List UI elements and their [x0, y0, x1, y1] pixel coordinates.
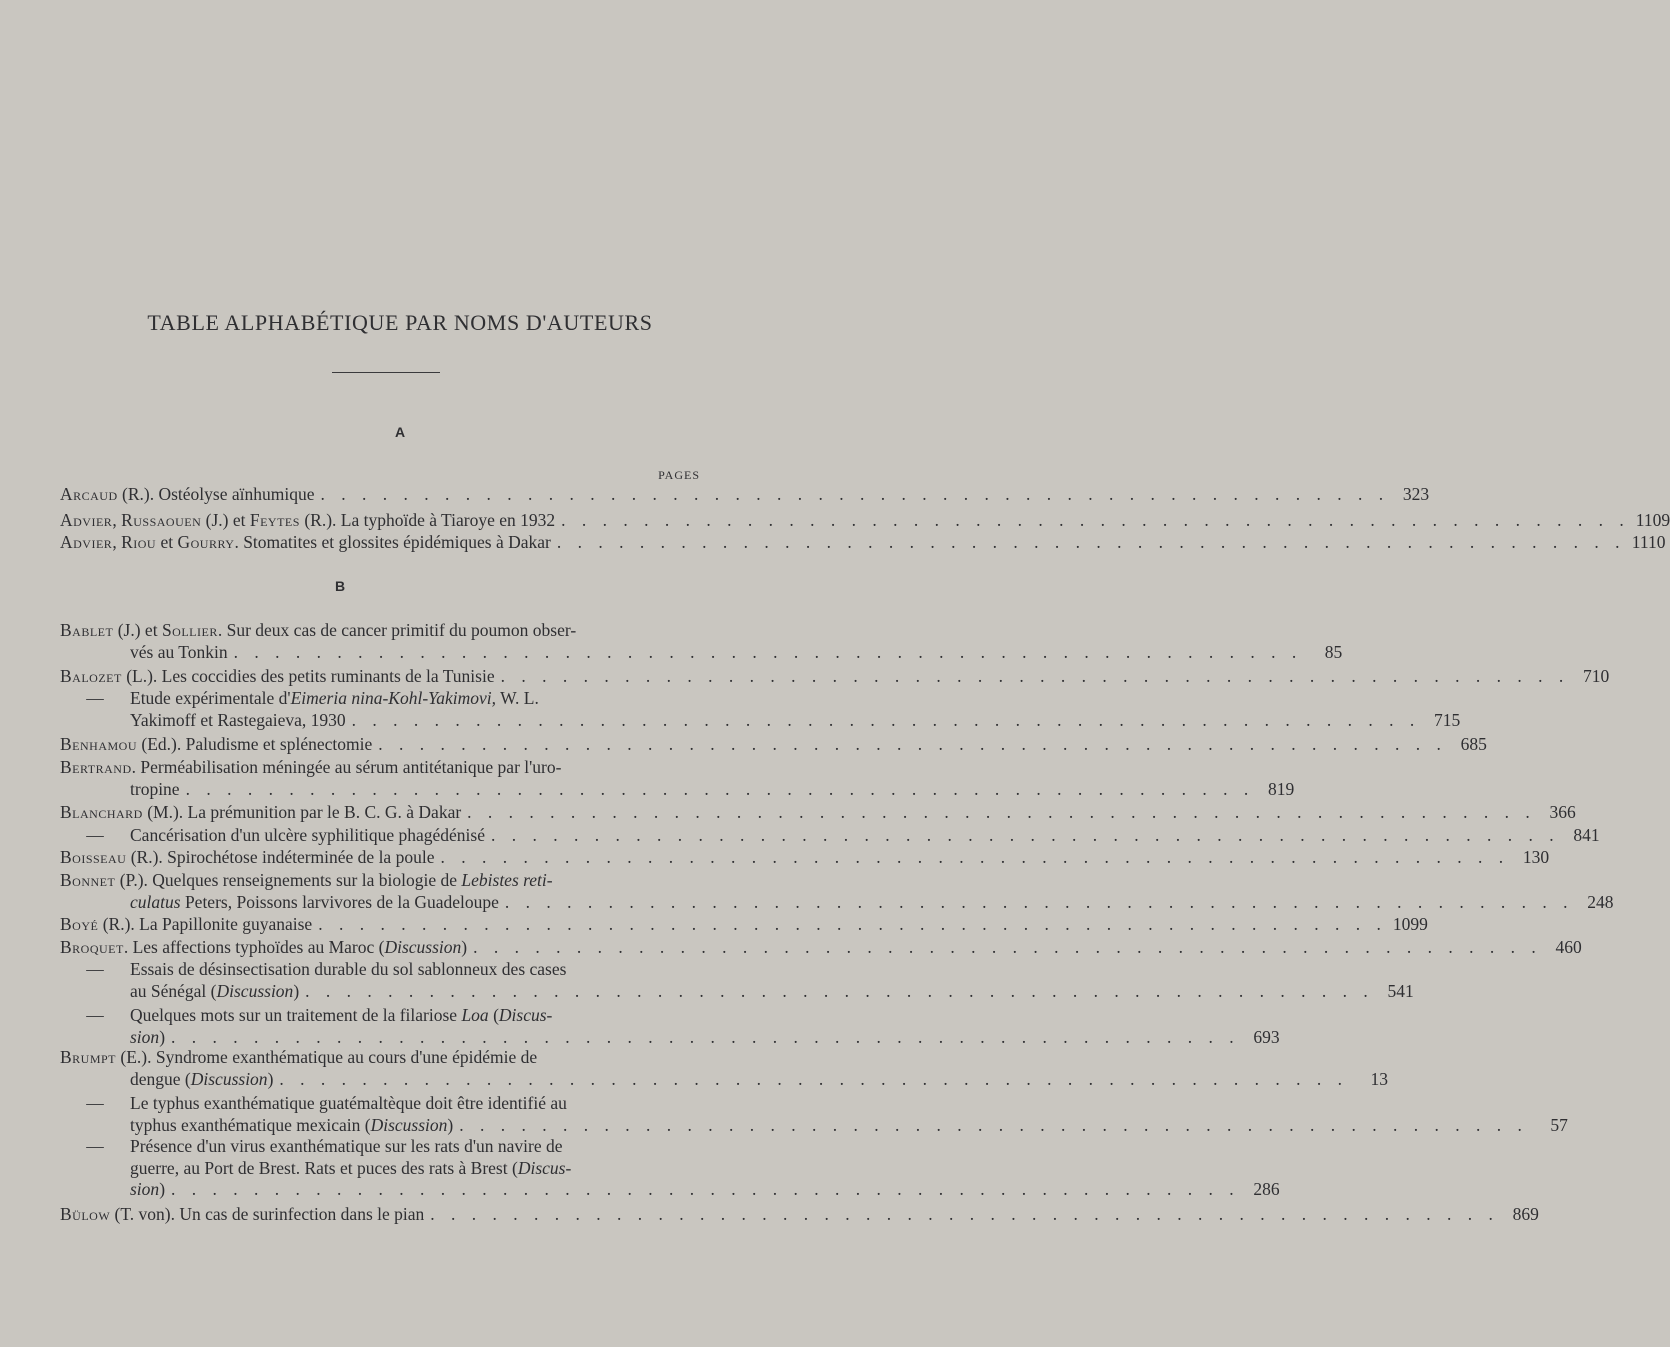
entry-title: (L.). Les coccidies des petits ruminants de la Tunisie — [121, 666, 495, 686]
index-entry — [60, 484, 1430, 506]
page-number: 57 — [1550, 1114, 1568, 1135]
entry-title: (P.). Quelques renseignements sur la biologie de — [115, 870, 462, 890]
author-name: Broquet — [60, 937, 124, 957]
page-number: 869 — [1512, 1204, 1539, 1224]
entry-title: (Ed.). Paludisme et splénectomie — [137, 734, 373, 754]
leader-dots: . . . . . . . . . . . . . . . . . . . . . . . . . . . . . . . . . . . . . . . . . . . . . . . . . . . . — [378, 734, 1447, 754]
ditto-dash: — — [86, 1005, 104, 1025]
author-name: Arcaud — [60, 484, 118, 504]
index-entry — [60, 847, 1550, 869]
entry-title: . Les affections typhoïdes au Maroc ( — [123, 937, 385, 957]
leader-dots: . . . . . . . . . . . . . . . . . . . . . . . . . . . . . . . . . . . . . . . . . . . . . . . . . . . . — [467, 802, 1536, 822]
leader-dots: . . . . . . . . . . . . . . . . . . . . . . . . . . . . . . . . . . . . . . . . . . . . . . . . . . . . — [430, 1204, 1499, 1224]
index-entry: Brumpt (E.). Syndrome exanthématique au cours d'une épidémie de dengue (Discussion) . . . . . . . . . . . . . . . . . . . . . . . . . . . . . . . . . . . . . . . . . . . . . . . . . . . . 13 — [60, 1047, 1389, 1089]
index-entry — [60, 757, 1295, 800]
leader-dots: . . . . . . . . . . . . . . . . . . . . . . . . . . . . . . . . . . . . . . . . . . . . . . . . . . . . — [561, 510, 1630, 530]
page-number: 710 — [1582, 666, 1610, 686]
index-entry — [60, 734, 1487, 756]
ditto-dash: — — [86, 959, 104, 979]
species-name: culatus — [130, 891, 181, 912]
page-number: 85 — [1324, 641, 1343, 662]
author-name: Advier — [60, 532, 113, 552]
page-number: 541 — [1387, 980, 1414, 1001]
leader-dots: . . . . . . . . . . . . . . . . . . . . . . . . . . . . . . . . . . . . . . . . . . . . . . . . . . . . — [556, 532, 1626, 552]
index-entry: — Quelques mots sur un traitement de la filariose Loa (Discus- sion) . . . . . . . . . . . . . . . . . . . . . . . . . . . . . . . . . . . . . . . . . . . . . . . . . . . . 693 — [60, 1005, 700, 1048]
ditto-dash: — — [86, 1136, 104, 1156]
leader-dots: . . . . . . . . . . . . . . . . . . . . . . . . . . . . . . . . . . . . . . . . . . . . . . . . . . . . — [185, 778, 1255, 799]
leader-dots: . . . . . . . . . . . . . . . . . . . . . . . . . . . . . . . . . . . . . . . . . . . . . . . . . . . . — [440, 847, 1510, 867]
index-entry: Advier, Russaouen (J.) et Feytes (R.). La typhoïde à Tiaroye en 1932 . . . . . . . . . . . . . . . . . . . . . . . . . . . . . . . . . . . . . . . . . . . . . . . . . . . . 1109 — [60, 510, 1670, 530]
author-name: Advier — [60, 510, 113, 530]
entry-title: . Stomatites et glossites épidémiques à Dakar — [234, 532, 551, 552]
entry-title: (M.). La prémunition par le B. C. G. à Dakar — [142, 802, 462, 822]
ditto-dash: — — [86, 1093, 104, 1113]
entry-title: (T. von). Un cas de surinfection dans le pian — [110, 1204, 425, 1224]
entry-title: . Sur deux cas de cancer primitif du poumon obser- — [217, 620, 577, 640]
page-number: 323 — [1402, 484, 1430, 504]
entry-title: (R.). La Papillonite guyanaise — [98, 914, 313, 934]
leader-dots: . . . . . . . . . . . . . . . . . . . . . . . . . . . . . . . . . . . . . . . . . . . . . . . . . . . . — [279, 1068, 1349, 1089]
page-number: 248 — [1587, 891, 1614, 912]
section-heading-b: B — [334, 578, 346, 594]
entry-title: Présence d'un virus exanthématique sur les rats d'un navire de — [130, 1136, 563, 1156]
leader-dots: . . . . . . . . . . . . . . . . . . . . . . . . . . . . . . . . . . . . . . . . . . . . . . . . . . . . — [473, 937, 1542, 957]
ditto-dash: — — [86, 688, 104, 708]
leader-dots: . . . . . . . . . . . . . . . . . . . . . . . . . . . . . . . . . . . . . . . . . . . . . . . . . . . . — [318, 914, 1387, 934]
author-name: Bablet — [60, 620, 114, 640]
index-entry: — Présence d'un virus exanthématique sur les rats d'un navire de guerre, au Port de Brest. Rats et puces des rats à Brest (Discus- sion) . . . . . . . . . . . . . . . . . . . . . . . . . . . . . . . . . . . . . . . . . . . . . . . . . . . . 286 — [60, 1136, 700, 1201]
author-name: Gourry — [177, 532, 235, 552]
species-name: Eimeria nina-Kohl-Yakimovi, — [290, 688, 497, 708]
page-number: 1110 — [1631, 532, 1666, 552]
index-entry: Bablet (J.) et Sollier. Sur deux cas de cancer primitif du poumon obser- vés au Tonkin . . . . . . . . . . . . . . . . . . . . . . . . . . . . . . . . . . . . . . . . . . . . . . . . . . . . 85 — [60, 620, 1343, 662]
page-number: 1109 — [1635, 510, 1670, 530]
leader-dots: . . . . . . . . . . . . . . . . . . . . . . . . . . . . . . . . . . . . . . . . . . . . . . . . . . . . — [504, 891, 1574, 912]
index-entry — [60, 870, 1614, 913]
page-number: 819 — [1267, 778, 1295, 799]
leader-dots: . . . . . . . . . . . . . . . . . . . . . . . . . . . . . . . . . . . . . . . . . . . . . . . . . . . . — [500, 666, 1570, 686]
leader-dots: . . . . . . . . . . . . . . . . . . . . . . . . . . . . . . . . . . . . . . . . . . . . . . . . . . . . — [491, 825, 1560, 845]
index-entry — [60, 666, 1610, 688]
page-number: 693 — [1253, 1026, 1280, 1047]
leader-dots: . . . . . . . . . . . . . . . . . . . . . . . . . . . . . . . . . . . . . . . . . . . . . . . . . . . . — [351, 709, 1421, 730]
entry-title: Le typhus exanthématique guatémaltèque doit être identifié au — [130, 1093, 567, 1113]
author-name: Bülow — [60, 1204, 111, 1224]
ditto-dash: — — [86, 825, 104, 845]
author-name: Sollier — [161, 620, 218, 640]
page-number: 460 — [1555, 937, 1582, 957]
leader-dots: . . . . . . . . . . . . . . . . . . . . . . . . . . . . . . . . . . . . . . . . . . . . . . . . . . . . — [320, 484, 1390, 504]
page-number: 1099 — [1392, 914, 1428, 934]
index-entry: — Le typhus exanthématique guatémaltèque doit être identifié au typhus exanthématique mexicain (Discussion) . . . . . . . . . . . . . . . . . . . . . . . . . . . . . . . . . . . . . . . . . . . . . . . . . . . . 57 — [60, 1093, 700, 1136]
author-name: Benhamou — [60, 734, 138, 754]
entry-title-continued: Peters, Poissons larvivores de la Guadeloupe — [180, 891, 499, 912]
page-number: 715 — [1434, 709, 1461, 730]
author-name: Feytes — [249, 510, 300, 530]
author-name: Brumpt — [60, 1047, 117, 1067]
leader-dots: . . . . . . . . . . . . . . . . . . . . . . . . . . . . . . . . . . . . . . . . . . . . . . . . . . . . — [305, 980, 1374, 1001]
index-entry: Broquet. Les affections typhoïdes au Maroc (Discussion) . . . . . . . . . . . . . . . . . . . . . . . . . . . . . . . . . . . . . . . . . . . . . . . . . . . . 460 — [60, 937, 1582, 957]
entry-title: (R.). La typhoïde à Tiaroye en 1932 — [299, 510, 556, 530]
title-rule — [332, 372, 440, 373]
entry-title-continued: Yakimoff et Rastegaieva, 1930 — [130, 709, 346, 730]
author-name: Boisseau — [60, 847, 127, 867]
entry-title: (E.). Syndrome exanthématique au cours d'une épidémie de — [116, 1047, 538, 1067]
page-number: 685 — [1460, 734, 1487, 754]
leader-dots: . . . . . . . . . . . . . . . . . . . . . . . . . . . . . . . . . . . . . . . . . . . . . . . . . . . . — [171, 1026, 1240, 1047]
entry-title: (R.). Spirochétose indéterminée de la poule — [126, 847, 435, 867]
author-name: Russaouen — [121, 510, 202, 530]
author-name: Riou — [121, 532, 157, 552]
index-entry: — Essais de désinsectisation durable du sol sablonneux des cases au Sénégal (Discussion) . . . . . . . . . . . . . . . . . . . . . . . . . . . . . . . . . . . . . . . . . . . . . . . . . . . . 541 — [60, 959, 700, 1002]
section-heading-a: A — [394, 424, 406, 440]
entry-title: Essais de désinsectisation durable du sol sablonneux des cases — [130, 959, 567, 979]
entry-title: Cancérisation d'un ulcère syphilitique phagédénisé — [130, 825, 485, 845]
index-entry — [60, 825, 1600, 847]
species-name: Loa — [461, 1005, 489, 1025]
index-entry — [60, 914, 1428, 936]
leader-dots: . . . . . . . . . . . . . . . . . . . . . . . . . . . . . . . . . . . . . . . . . . . . . . . . . . . . — [171, 1179, 1240, 1199]
page-title: TABLE ALPHABÉTIQUE PAR NOMS D'AUTEURS — [147, 310, 653, 335]
entry-title: (R.). Ostéolyse aïnhumique — [117, 484, 315, 504]
author-name: Bertrand — [60, 757, 132, 777]
index-entry: Advier, Riou et Gourry. Stomatites et glossites épidémiques à Dakar . . . . . . . . . . . . . . . . . . . . . . . . . . . . . . . . . . . . . . . . . . . . . . . . . . . . 1110 — [60, 532, 1666, 552]
species-name: Lebistes reti- — [461, 870, 553, 890]
page-number: 366 — [1549, 802, 1576, 822]
author-name: Blanchard — [60, 802, 143, 822]
author-name: Boyé — [60, 914, 99, 934]
entry-title-continued: vés au Tonkin — [130, 641, 228, 662]
page-number: 841 — [1573, 825, 1600, 845]
entry-title: . Perméabilisation méningée au sérum antitétanique par l'uro- — [131, 757, 562, 777]
author-name: Bonnet — [60, 870, 116, 890]
leader-dots: . . . . . . . . . . . . . . . . . . . . . . . . . . . . . . . . . . . . . . . . . . . . . . . . . . . . — [459, 1114, 1528, 1135]
leader-dots: . . . . . . . . . . . . . . . . . . . . . . . . . . . . . . . . . . . . . . . . . . . . . . . . . . . . — [233, 641, 1303, 662]
page-number: 130 — [1522, 847, 1550, 867]
author-name: Balozet — [60, 666, 122, 686]
entry-title-continued: tropine — [130, 778, 180, 799]
index-entry — [60, 802, 1576, 824]
index-entry — [60, 1204, 1539, 1226]
page-number: 286 — [1253, 1179, 1280, 1199]
pages-column-header: PAGES — [658, 468, 700, 482]
index-entry: — Etude expérimentale d'Eimeria nina-Kohl-Yakimovi, W. L. Yakimoff et Rastegaieva, 1930 . . . . . . . . . . . . . . . . . . . . . . . . . . . . . . . . . . . . . . . . . . . . . . . . . . . . 715 — [60, 688, 700, 731]
page-number: 13 — [1370, 1068, 1389, 1089]
